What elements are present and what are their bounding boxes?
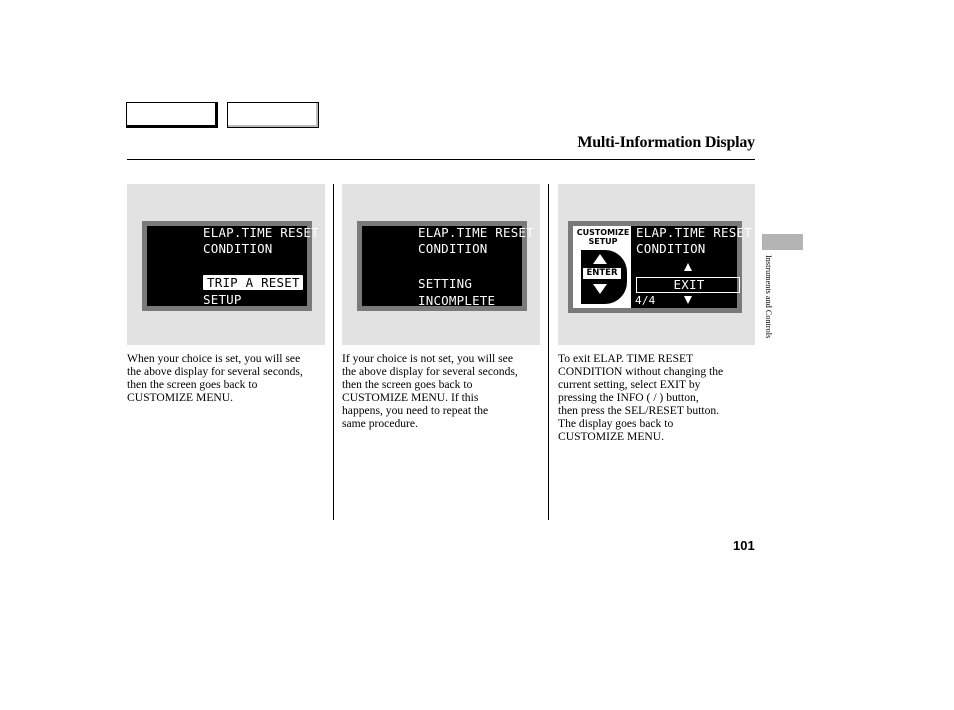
lcd-line: SETTING <box>418 276 473 291</box>
lcd-line: CONDITION <box>418 241 488 256</box>
page-title: Multi-Information Display <box>577 134 755 151</box>
lcd-line: ELAP.TIME RESET <box>636 225 752 240</box>
caption-2: If your choice is not set, you will see the above display for several seconds, then the screen goes back to CUSTOMIZE MENU. If this happens, you need to repeat the same procedure. <box>342 352 518 430</box>
title-divider <box>127 159 755 160</box>
nav-button-index[interactable] <box>227 102 319 128</box>
display-illustration-2 <box>342 184 540 345</box>
scroll-up-icon <box>684 263 692 271</box>
arrow-down-icon <box>593 284 607 294</box>
lcd-line: INCOMPLETE <box>418 293 496 308</box>
customize-label: CUSTOMIZE SETUP <box>576 228 630 246</box>
scroll-down-icon <box>684 296 692 304</box>
lcd-line: SETUP <box>203 292 242 307</box>
display-illustration-3 <box>558 184 755 345</box>
lcd-line: ELAP.TIME RESET <box>418 225 534 240</box>
lcd-exit-item: EXIT <box>636 277 740 293</box>
lcd-screen <box>568 221 752 313</box>
section-tab[interactable] <box>762 234 803 250</box>
enter-key <box>581 250 627 304</box>
lcd-screen <box>142 221 319 311</box>
caption-1: When your choice is set, you will see the above display for several seconds, then the screen goes back to CUSTOMIZE MENU. <box>127 352 303 404</box>
page-indicator: 4/4 <box>635 294 656 307</box>
lcd-screen <box>357 221 534 311</box>
lcd-line: ELAP.TIME RESET <box>203 225 319 240</box>
nav-button-contents[interactable] <box>126 102 218 128</box>
display-illustration-1 <box>127 184 325 345</box>
lcd-line: CONDITION <box>203 241 273 256</box>
arrow-up-icon <box>593 254 607 264</box>
lcd-selected-item: TRIP A RESET <box>203 275 303 290</box>
caption-3: To exit ELAP. TIME RESET CONDITION without changing the current setting, select EXIT by pressing the INFO ( / ) button, then press the SEL/RESET button. The display goes back to CUSTOMIZE MENU. <box>558 352 724 443</box>
page-number: 101 <box>733 538 755 553</box>
customize-setup-panel <box>573 226 631 308</box>
section-tab-label: Instruments and Controls <box>764 255 773 339</box>
enter-label: ENTER <box>583 268 621 279</box>
lcd-line: CONDITION <box>636 241 706 256</box>
